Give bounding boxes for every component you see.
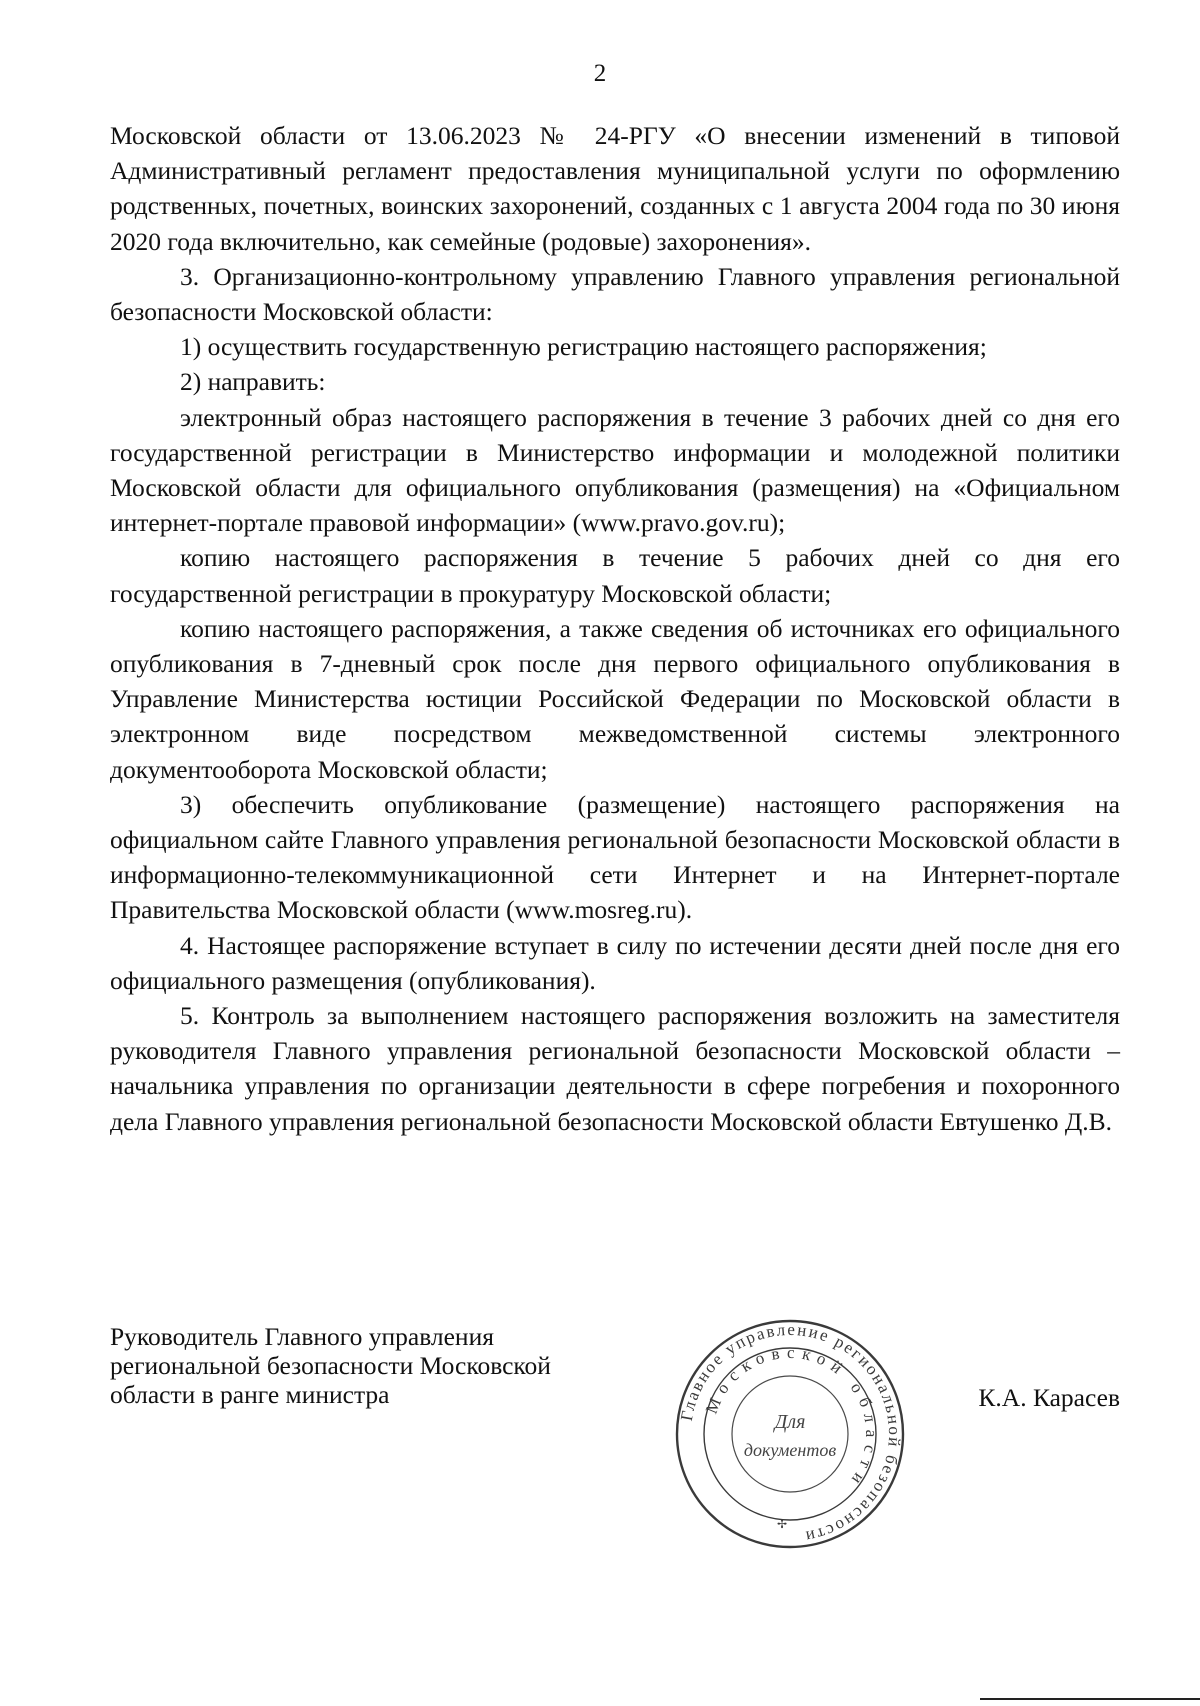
document-body: [110, 118, 1120, 1139]
paragraph-item-3: 3. Организационно-контрольному управлению Главного управления региональной безопасности Московской области:: [110, 261, 1120, 327]
signature-position-line: области в ранге министра: [110, 1380, 390, 1409]
paragraph-copy-justice: копию настоящего распоряжения, а также сведения об источниках его официального опубликования в 7-дневный срок после дня первого официального опубликования в Управление Министерства юстиции Российской Федерации по Московской области в электронном виде посредством межведомственной системы электронного документооборота Московской области;: [110, 613, 1120, 784]
stamp-center-line1: Для: [774, 1411, 806, 1433]
signer-name: К.А. Карасев: [978, 1383, 1120, 1412]
stamp-ring-text: Главное управление региональной безопасности: [676, 1319, 905, 1547]
paragraph-item-3-1: 1) осуществить государственную регистрацию настоящего распоряжения;: [180, 332, 987, 362]
stamp-star-icon: ✢: [776, 1517, 788, 1531]
paragraph-item-4: 4. Настоящее распоряжение вступает в силу по истечении десяти дней после дня его официального размещения (опубликования).: [110, 930, 1120, 995]
footer-divider: [980, 1698, 1200, 1700]
page-number: 2: [593, 60, 607, 87]
paragraph-item-3-3: 3) обеспечить опубликование (размещение) настоящего распоряжения на официальном сайте Главного управления региональной безопасности Московской области в информационно-телекоммуникационной сети Интернет и на Интернет-портале Правительства Московской области (www.mosreg.ru).: [110, 789, 1120, 925]
stamp-inner-ring-text: Московской области: [701, 1342, 882, 1494]
signature-position-line: региональной безопасности Московской: [110, 1351, 551, 1380]
paragraph-item-5: 5. Контроль за выполнением настоящего распоряжения возложить на заместителя руководителя Главного управления региональной безопасности Московской области – начальника управления по организации деятельности в сфере погребения и похоронного дела Главного управления региональной безопасности Московской области Евтушенко Д.В.: [110, 1001, 1120, 1136]
paragraph-copy-prosecutor: копию настоящего распоряжения в течение 5 рабочих дней со дня его государственной регистрации в прокуратуру Московской области;: [110, 543, 1120, 608]
paragraph-item-3-2: 2) направить:: [180, 367, 326, 397]
official-stamp: [674, 1318, 906, 1550]
stamp-inner-circle: [732, 1376, 848, 1492]
stamp-center-line2: документов: [743, 1440, 837, 1460]
paragraph-electronic-image: электронный образ настоящего распоряжения в течение 3 рабочих дней со дня его государственной регистрации в Министерство информации и молодежной политики Московской области для официального опубликования (размещения) на «Официальном интернет-портале правовой информации» (www.pravo.gov.ru);: [110, 402, 1120, 538]
paragraph-continuation: Московской области от 13.06.2023 № 24-РГУ «О внесении изменений в типовой Административный регламент предоставления муниципальной услуги по оформлению родственных, почетных, воинских захоронений, созданных с 1 августа 2004 года по 30 июня 2020 года включительно, как семейные (родовые) захоронения».: [110, 121, 1120, 256]
signature-position: [110, 1322, 551, 1409]
signature-position-line: Руководитель Главного управления: [110, 1322, 494, 1351]
